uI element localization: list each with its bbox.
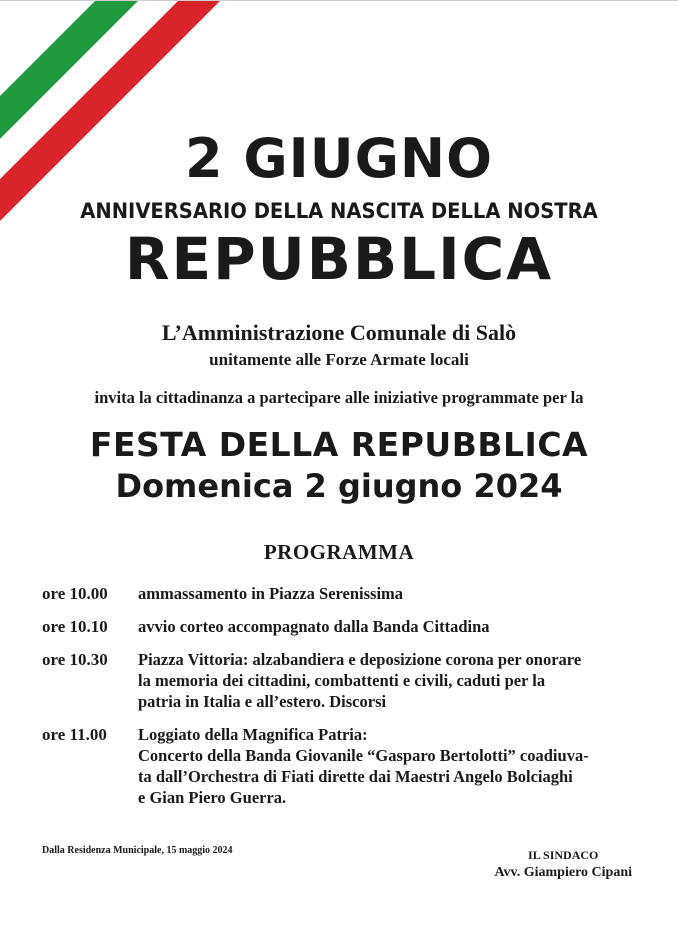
program-item bbox=[42, 583, 638, 604]
program-line: ta dall’Orchestra di Fiati dirette dai Maestri Angelo Bolciaghi bbox=[138, 767, 573, 786]
invitation-text: invita la cittadinanza a partecipare alle iniziative programmate per la bbox=[94, 388, 584, 407]
mayor-name: Avv. Giampiero Cipani bbox=[494, 865, 632, 880]
program-description bbox=[138, 616, 638, 637]
program-line: Concerto della Banda Giovanile “Gasparo Bertolotti” coadiuva- bbox=[138, 746, 589, 765]
partners-text: unitamente alle Forze Armate locali bbox=[209, 350, 469, 369]
program-line: la memoria dei cittadini, combattenti e civili, caduti per la bbox=[138, 671, 546, 690]
program-line: ammassamento in Piazza Serenissima bbox=[138, 584, 404, 603]
mayor-title: IL SINDACO bbox=[528, 848, 599, 862]
program-line: patria in Italia e all’estero. Discorsi bbox=[138, 692, 387, 711]
program-line: e Gian Piero Guerra. bbox=[138, 788, 287, 807]
event-date: Domenica 2 giugno 2024 bbox=[115, 467, 563, 505]
event-name: FESTA DELLA REPUBBLICA bbox=[89, 425, 589, 464]
program-line: Piazza Vittoria: alzabandiera e deposizione corona per onorare bbox=[138, 650, 582, 669]
program-description bbox=[138, 649, 638, 712]
program-description bbox=[138, 583, 638, 604]
issue-place-date: Dalla Residenza Municipale, 15 maggio 2024 bbox=[42, 845, 233, 856]
program-line: avvio corteo accompagnato dalla Banda Cittadina bbox=[138, 617, 490, 636]
program-time: ore 10.10 bbox=[42, 617, 108, 636]
program-time: ore 10.00 bbox=[42, 584, 108, 603]
organizer-text: L’Amministrazione Comunale di Salò bbox=[161, 320, 517, 345]
program-item bbox=[42, 649, 638, 712]
program-time: ore 10.30 bbox=[42, 650, 108, 669]
page-title: 2 GIUGNO bbox=[184, 127, 494, 190]
repubblica-heading: REPUBBLICA bbox=[124, 225, 554, 293]
program-heading: PROGRAMMA bbox=[263, 540, 415, 564]
program-line: Loggiato della Magnifica Patria: bbox=[138, 725, 368, 744]
program-list bbox=[42, 583, 638, 820]
program-time: ore 11.00 bbox=[42, 725, 107, 744]
signature-block bbox=[494, 847, 632, 883]
program-description bbox=[138, 724, 638, 808]
anniversary-subtitle: ANNIVERSARIO DELLA NASCITA DELLA NOSTRA bbox=[80, 199, 598, 223]
program-item bbox=[42, 724, 638, 808]
program-item bbox=[42, 616, 638, 637]
